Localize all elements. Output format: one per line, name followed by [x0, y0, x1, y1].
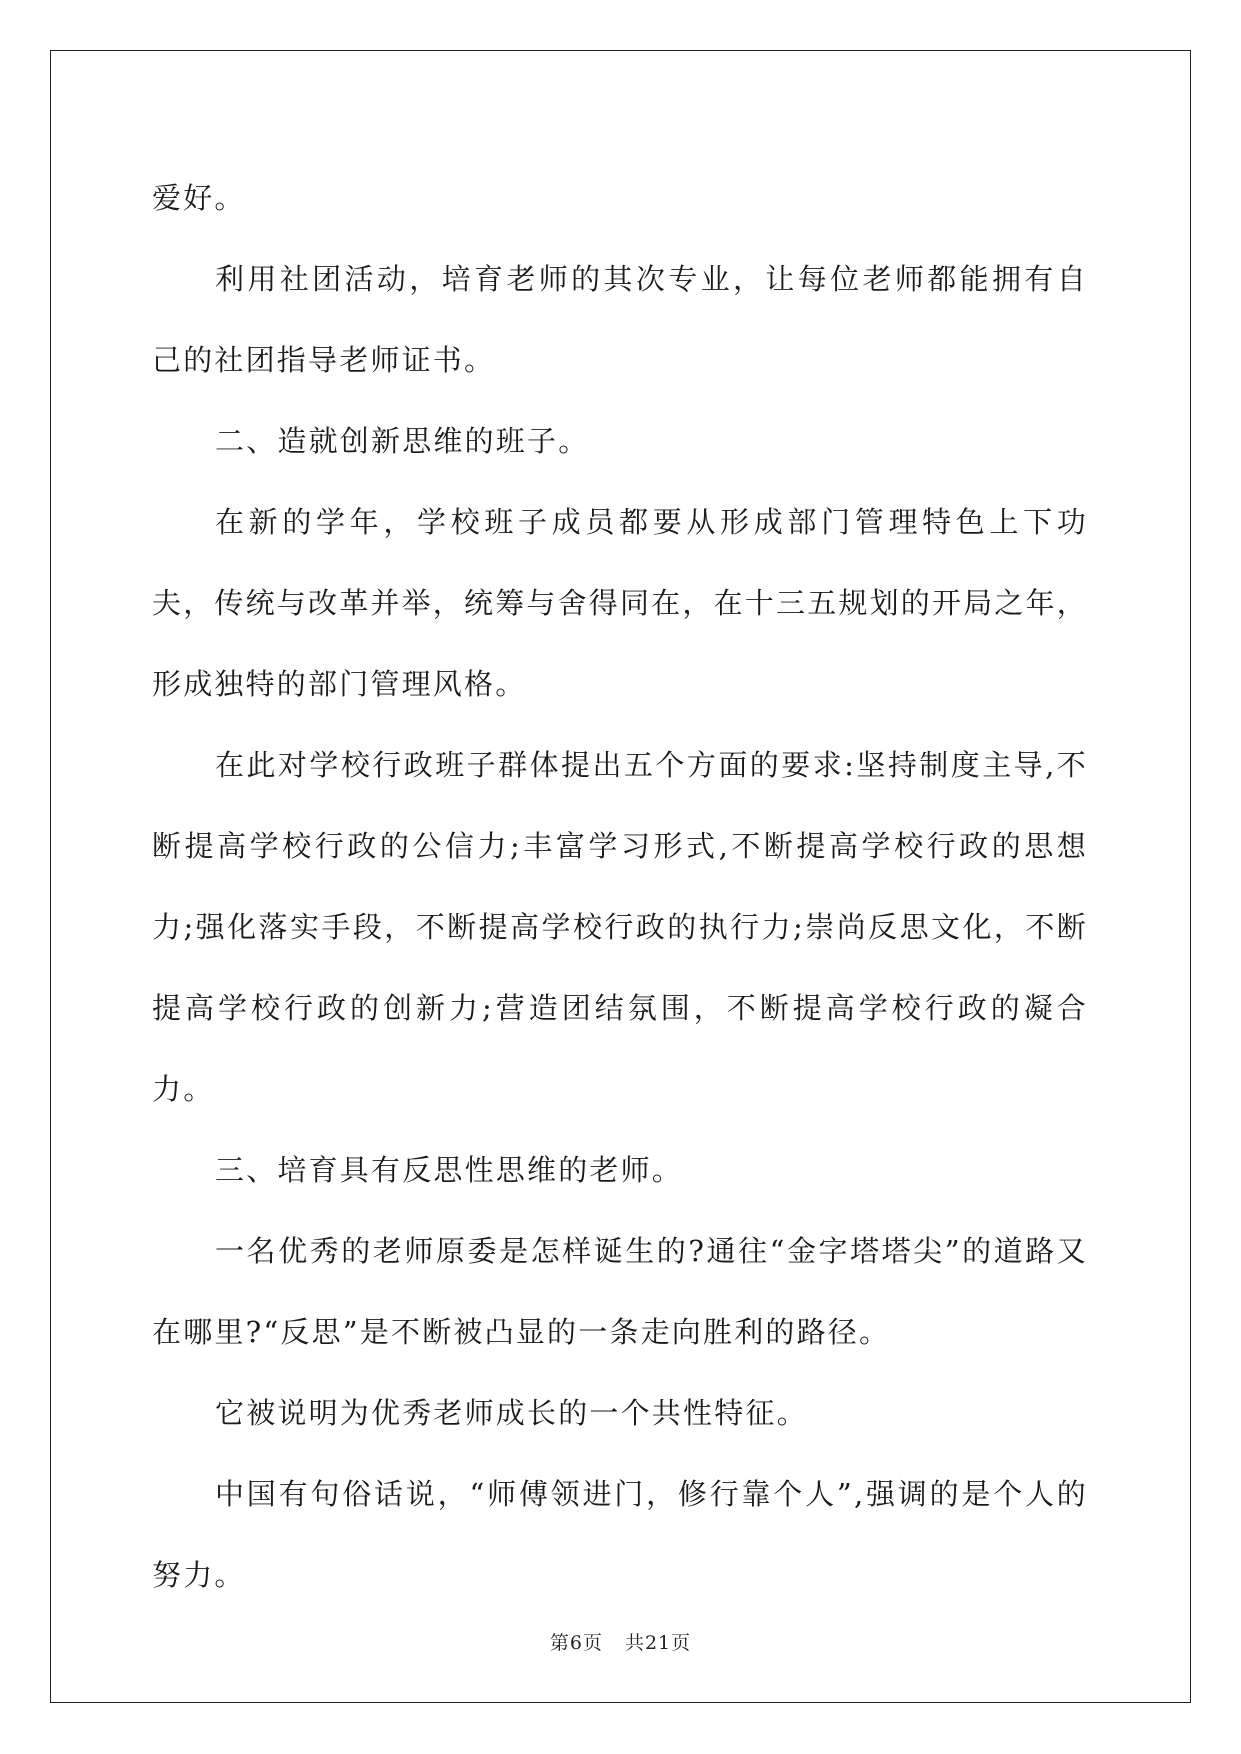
section-heading-3: 三、培育具有反思性思维的老师。: [215, 1153, 684, 1187]
page-number-current: 第6页: [549, 1632, 603, 1654]
paragraph-4: 在新的学年，学校班子成员都要从形成部门管理特色上下功夫，传统与改革并举，统筹与舍得同在，在十三五规划的开局之年，形成独特的部门管理风格。: [152, 505, 1089, 701]
page-number-total: 共21页: [624, 1632, 692, 1654]
paragraph-1: 爱好。: [152, 181, 246, 215]
paragraph-9: 中国有句俗话说，“师傅领进门，修行靠个人”,强调的是个人的努力。: [152, 1477, 1088, 1592]
paragraph-2: 利用社团活动，培育老师的其次专业，让每位老师都能拥有自己的社团指导老师证书。: [152, 262, 1088, 377]
paragraph-8: 它被说明为优秀老师成长的一个共性特征。: [215, 1396, 808, 1430]
page-footer: [0, 1628, 1241, 1655]
document-body: [152, 158, 1088, 1616]
paragraph-7: 一名优秀的老师原委是怎样诞生的?通往“金字塔塔尖”的道路又在哪里?“反思”是不断被凸显的一条走向胜利的路径。: [152, 1234, 1088, 1349]
paragraph-5: 在此对学校行政班子群体提出五个方面的要求:坚持制度主导,不断提高学校行政的公信力;丰富学习形式,不断提高学校行政的思想力;强化落实手段，不断提高学校行政的执行力;崇尚反思文化，不断提高学校行政的创新力;营造团结氛围，不断提高学校行政的凝合力。: [152, 748, 1088, 1106]
section-heading-2: 二、造就创新思维的班子。: [215, 424, 590, 458]
